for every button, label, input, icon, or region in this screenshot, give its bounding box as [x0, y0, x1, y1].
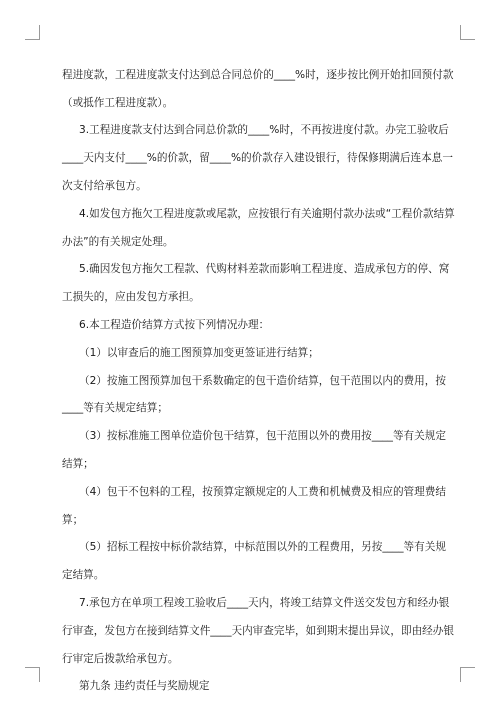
text-line: ____等有关规定结算；	[62, 402, 168, 414]
page-corner-mark-bottom-right	[460, 667, 475, 682]
text-line: 算；	[62, 514, 84, 526]
text-line: （4）包干不包料的工程，按预算定额规定的人工费和机械费及相应的管理费结	[79, 486, 446, 498]
text-line: 工损失的，应由发包方承担。	[62, 291, 200, 303]
text-line: 行审查，发包方在接到结算文件____天内审查完毕，如到期末提出异议，即由经办银	[62, 625, 454, 637]
text-line: （或抵作工程进度款）。	[62, 97, 174, 109]
text-line: 办法”的有关规定处理。	[62, 236, 174, 248]
page-corner-mark-top-left	[25, 25, 40, 40]
text-line: ____天内支付____%的价款，留____%的价款存入建设银行，待保修期满后连本息一	[62, 152, 453, 164]
text-line: 定结算。	[62, 569, 105, 581]
text-line: 结算；	[62, 458, 94, 470]
text-line: （2）按施工图预算加包干系数确定的包干造价结算，包干范围以内的费用，按	[79, 375, 446, 387]
section-heading: 第九条 违约责任与奖励规定	[79, 680, 210, 692]
text-line: （3）按标准施工图单位造价包干结算，包干范围以外的费用按____等有关规定	[79, 430, 446, 442]
text-line: 6.本工程造价结算方式按下列情况办理：	[79, 319, 270, 331]
text-line: 5.确因发包方拖欠工程款、代购材料差款而影响工程进度、造成承包方的停、窝	[79, 263, 450, 275]
text-line: 次支付给承包方。	[62, 180, 147, 192]
text-line: （5）招标工程按中标价款结算，中标范围以外的工程费用，另按____等有关规	[79, 541, 446, 553]
text-line: （1）以审查后的施工图预算加变更签证进行结算；	[79, 347, 319, 359]
text-line: 4.如发包方拖欠工程进度款或尾款，应按银行有关逾期付款办法或“工程价款结算	[79, 208, 455, 220]
page-corner-mark-bottom-left	[25, 667, 40, 682]
text-line: 行审定后拨款给承包方。	[62, 653, 179, 665]
text-line: 7.承包方在单项工程竣工验收后____天内，将竣工结算文件送交发包方和经办银	[79, 597, 450, 609]
text-line: 程进度款，工程进度款支付达到总合同总价的____%时，逐步按比例开始扣回预付款	[62, 69, 454, 81]
text-line: 3.工程进度款支付达到合同总价款的____%时，不再按进度付款。办完工验收后	[79, 124, 449, 136]
page-corner-mark-top-right	[460, 25, 475, 40]
